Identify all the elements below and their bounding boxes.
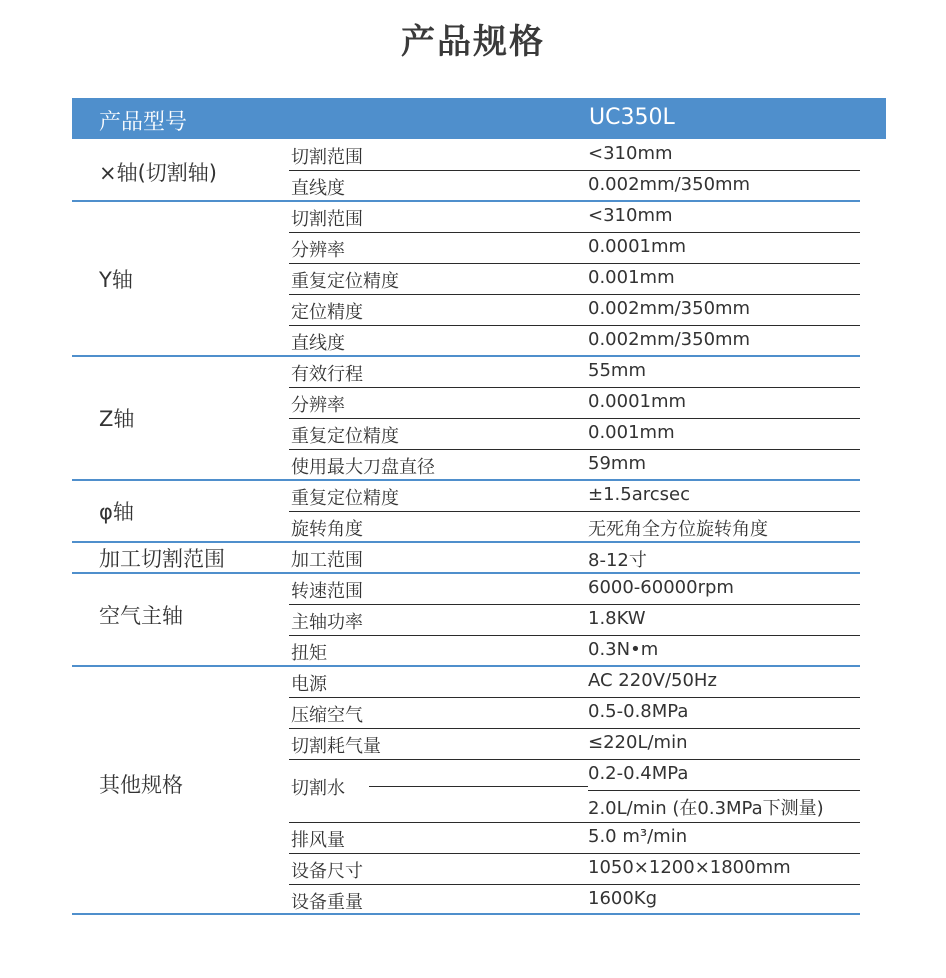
spec-group-processing-range [72,543,860,574]
spec-row [289,605,860,636]
spec-label: 主轴功率 [291,612,363,633]
spec-row [289,419,860,450]
spec-label: 切割范围 [291,147,363,168]
group-divider [72,913,860,915]
spec-row [289,667,860,698]
spec-label: 设备重量 [291,892,363,913]
spec-value: 无死角全方位旋转角度 [588,519,768,540]
spec-row [289,171,860,202]
spec-label: 重复定位精度 [291,488,399,509]
group-name: ×轴(切割轴) [99,161,217,185]
spec-row [289,388,860,419]
spec-value: 1600Kg [588,888,658,909]
spec-label: 转速范围 [291,581,363,602]
spec-value: 0.002mm/350mm [588,298,751,319]
spec-value: 0.0001mm [588,236,687,257]
spec-row [289,202,860,233]
spec-value: 0.3N•m [588,639,659,660]
spec-row [289,140,860,171]
spec-row [289,481,860,512]
spec-label: 分辨率 [291,240,345,261]
spec-label: 压缩空气 [291,705,363,726]
model-label: 产品型号 [99,110,188,135]
spec-row [289,823,860,854]
spec-table-header [72,98,886,139]
spec-group-x-axis [72,140,860,202]
spec-label: 切割水 [291,778,345,799]
spec-row [289,295,860,326]
spec-label: 定位精度 [291,302,363,323]
spec-row [289,574,860,605]
group-name: Y轴 [99,268,133,292]
spec-label: 重复定位精度 [291,271,399,292]
spec-label: 直线度 [291,333,345,354]
model-value: UC350L [589,105,675,130]
spec-row [289,854,860,885]
spec-value: 0.002mm/350mm [588,329,751,350]
group-name: 其他规格 [99,773,183,797]
spec-value: 59mm [588,453,646,474]
spec-row [289,543,860,574]
spec-value: 0.002mm/350mm [588,174,751,195]
spec-label: 旋转角度 [291,519,363,540]
spec-value: 0.001mm [588,422,675,443]
spec-group-other [72,667,860,917]
spec-label: 扭矩 [291,643,327,664]
row-divider-wrap [289,791,860,823]
spec-group-z-axis [72,357,860,481]
spec-group-air-spindle [72,574,860,667]
spec-value: 6000-60000rpm [588,577,734,598]
group-name: φ轴 [99,500,134,524]
spec-value: <310mm [588,205,673,226]
spec-row [289,357,860,388]
spec-value: ≤220L/min [588,732,688,753]
spec-value: 55mm [588,360,646,381]
spec-value: 1.8KW [588,608,646,629]
spec-value: 5.0 m³/min [588,826,688,847]
spec-label: 电源 [291,674,327,695]
spec-row [289,636,860,667]
label-connector [369,786,588,787]
group-name: 空气主轴 [99,604,183,628]
spec-group-phi-axis [72,481,860,543]
group-name: Z轴 [99,407,135,431]
spec-value: 0.5-0.8MPa [588,701,689,722]
spec-label: 切割耗气量 [291,736,381,757]
spec-value: 0.001mm [588,267,675,288]
spec-label: 切割范围 [291,209,363,230]
spec-row [289,698,860,729]
page-title: 产品规格 [401,22,545,62]
spec-value: 0.2-0.4MPa [588,763,689,784]
spec-subrow [588,760,860,791]
spec-row [289,326,860,357]
spec-value: 1050×1200×1800mm [588,857,791,878]
spec-label: 排风量 [291,830,345,851]
spec-row [289,233,860,264]
spec-value: 0.0001mm [588,391,687,412]
spec-label: 使用最大刀盘直径 [291,457,435,478]
spec-value: 2.0L/min (在0.3MPa下测量) [588,798,824,819]
spec-row [289,729,860,760]
spec-label: 设备尺寸 [291,861,363,882]
spec-group-y-axis [72,202,860,357]
spec-row [289,512,860,543]
spec-value: 8-12寸 [588,550,647,571]
spec-row [289,885,860,916]
spec-value: AC 220V/50Hz [588,670,717,691]
spec-label: 加工范围 [291,550,363,571]
spec-value: <310mm [588,143,673,164]
spec-label: 分辨率 [291,395,345,416]
spec-label: 有效行程 [291,364,363,385]
spec-row [289,264,860,295]
spec-value: ±1.5arcsec [588,484,690,505]
spec-label: 重复定位精度 [291,426,399,447]
group-name: 加工切割范围 [99,547,225,571]
spec-row [289,450,860,481]
spec-label: 直线度 [291,178,345,199]
